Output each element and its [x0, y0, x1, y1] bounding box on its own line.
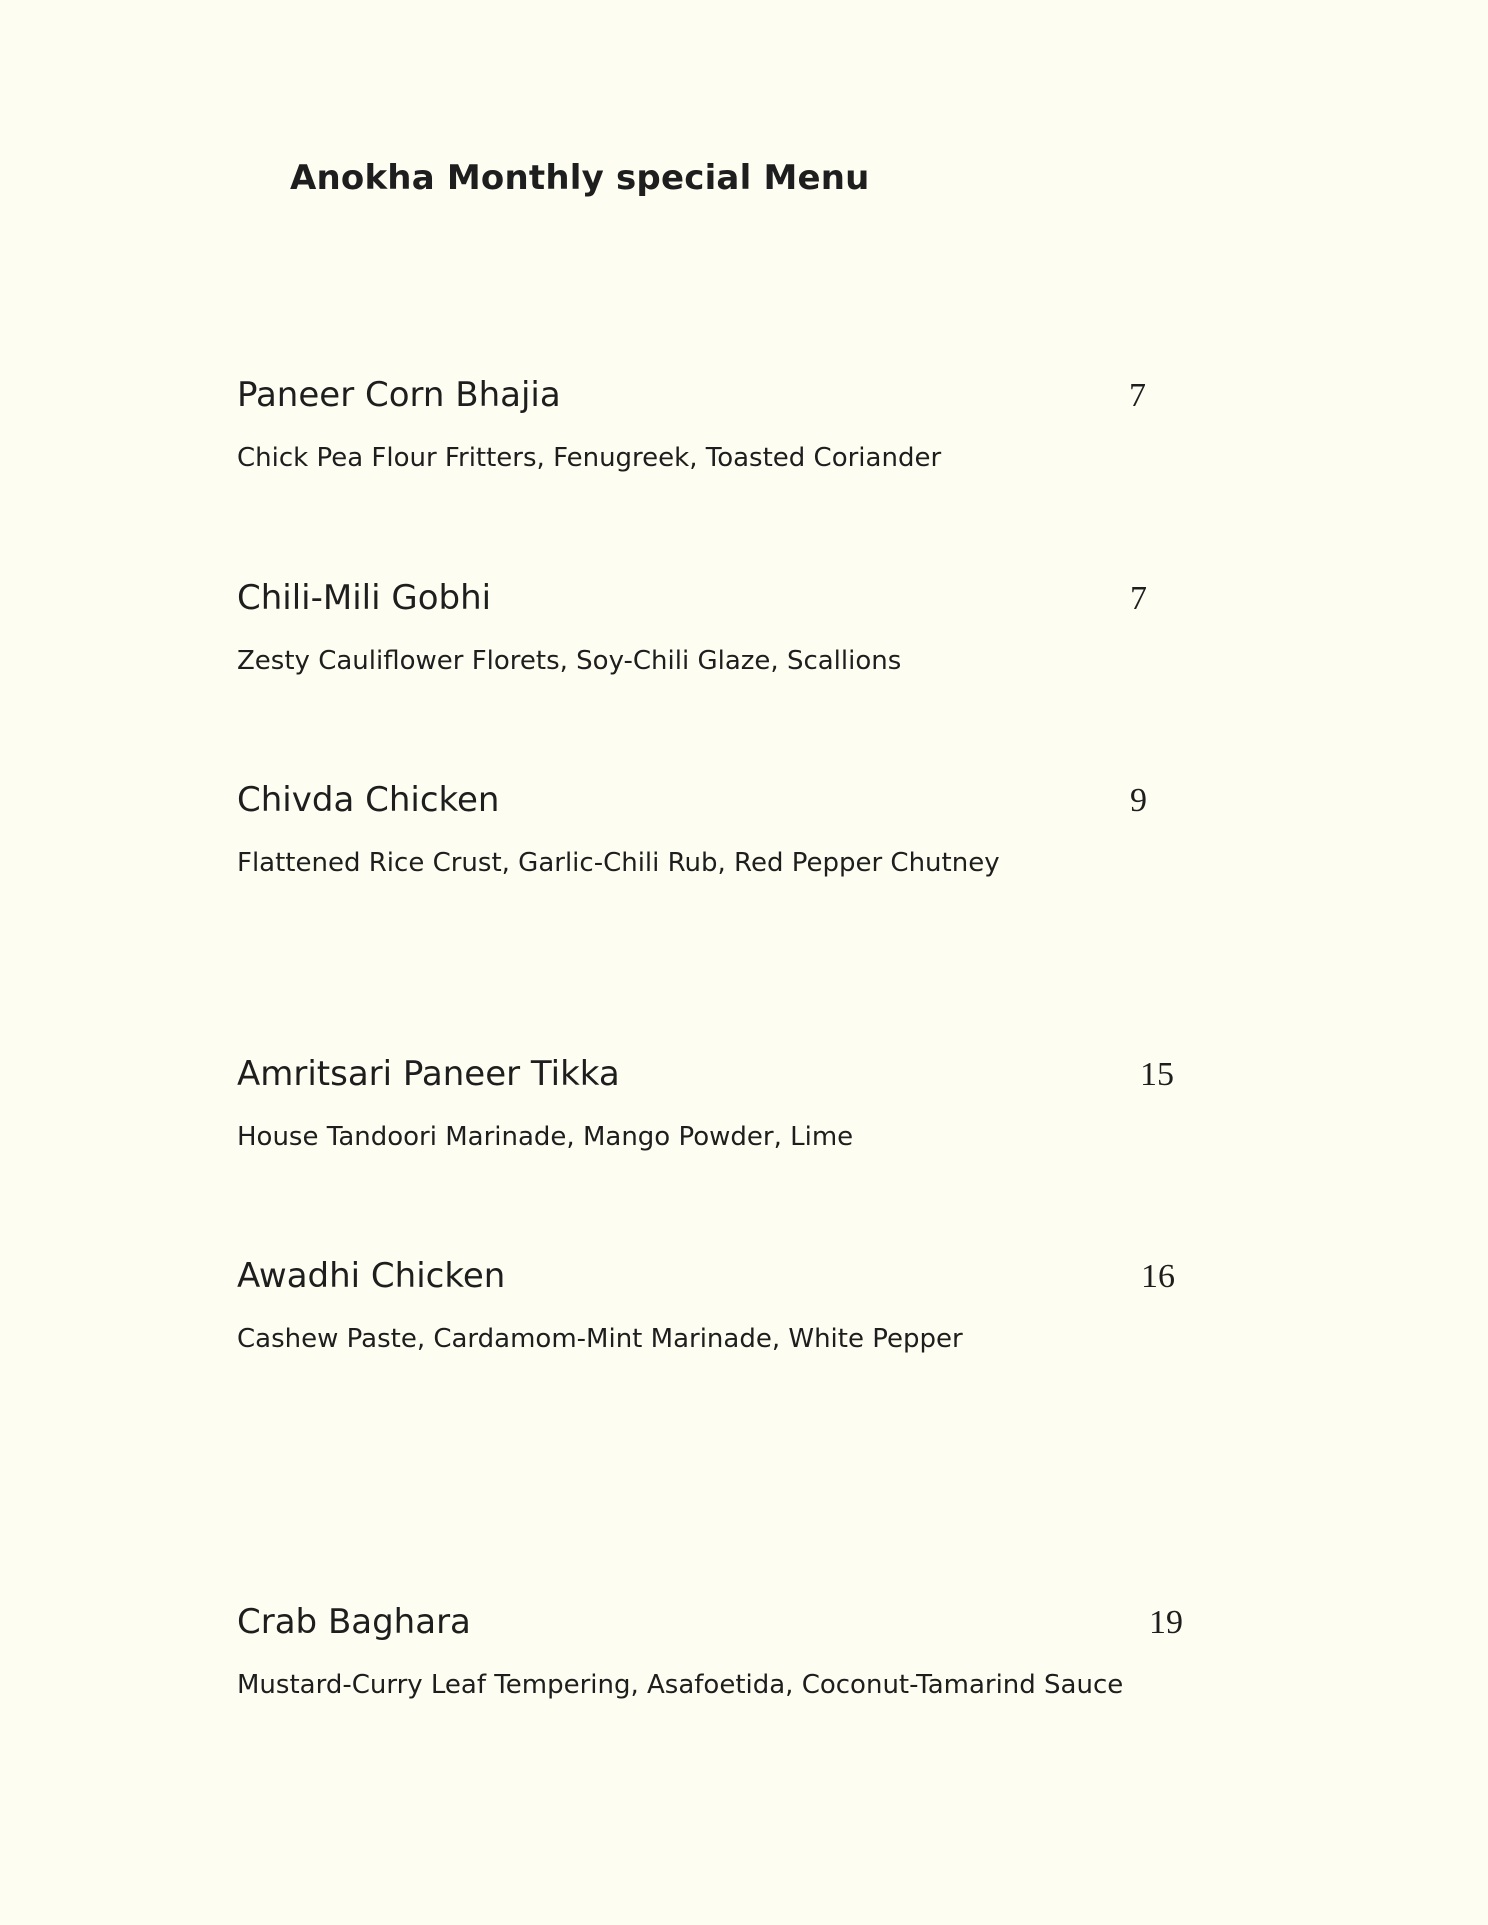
item-price: 7 [1129, 377, 1146, 414]
item-description: Chick Pea Flour Fritters, Fenugreek, Toasted Coriander [237, 443, 942, 473]
item-description: Zesty Cauliflower Florets, Soy-Chili Glaze, Scallions [237, 646, 902, 676]
menu-title: Anokha Monthly special Menu [290, 158, 870, 198]
menu-item [237, 1054, 1237, 1164]
item-price: 9 [1130, 782, 1147, 819]
item-price: 7 [1130, 580, 1147, 617]
menu-item [237, 578, 1237, 688]
menu-item [237, 1256, 1237, 1366]
item-price: 16 [1141, 1258, 1175, 1295]
item-description: House Tandoori Marinade, Mango Powder, Lime [237, 1122, 854, 1152]
item-price: 15 [1140, 1056, 1174, 1093]
item-name: Crab Baghara [237, 1602, 471, 1642]
item-name: Paneer Corn Bhajia [237, 375, 561, 415]
item-name: Chivda Chicken [237, 780, 500, 820]
menu-item [237, 375, 1237, 485]
item-price: 19 [1149, 1604, 1183, 1641]
item-description: Mustard-Curry Leaf Tempering, Asafoetida, Coconut-Tamarind Sauce [237, 1670, 1124, 1700]
menu-item [237, 1602, 1237, 1712]
item-name: Chili-Mili Gobhi [237, 578, 492, 618]
item-description: Cashew Paste, Cardamom-Mint Marinade, White Pepper [237, 1324, 963, 1354]
item-name: Amritsari Paneer Tikka [237, 1054, 620, 1094]
item-name: Awadhi Chicken [237, 1256, 506, 1296]
item-description: Flattened Rice Crust, Garlic-Chili Rub, Red Pepper Chutney [237, 848, 1000, 878]
menu-item [237, 780, 1237, 890]
